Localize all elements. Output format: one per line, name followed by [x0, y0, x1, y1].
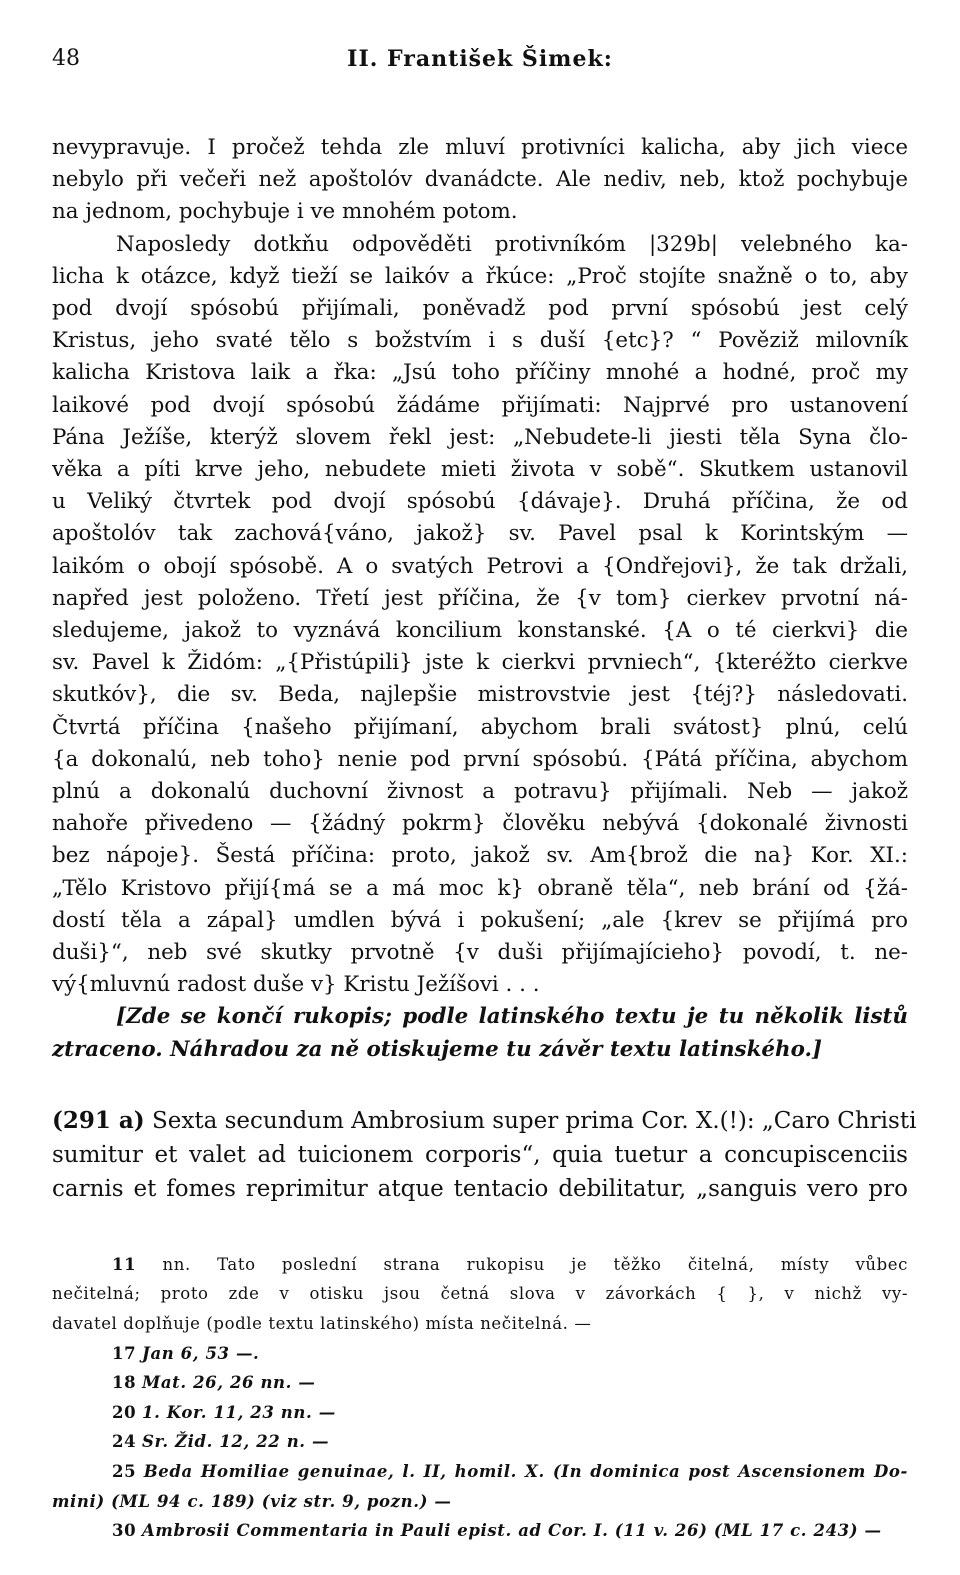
- footnote-text: nečitelná; proto zde v otisku jsou četná slova v závorkách { }, v nichž vy-: [52, 1284, 908, 1304]
- footnote-line: [52, 1309, 908, 1339]
- editor-note-line: [Zde se končí rukopis; podle latinského textu je tu několik listů: [116, 1004, 908, 1030]
- text-line: „Tělo Kristovo přijí{má se a má moc k} obraně těla“, neb brání od {žá-: [52, 875, 908, 901]
- text-line: nevypravuje. I pročež tehda zle mluví protivníci kalicha, aby jich viece: [52, 135, 908, 160]
- footnote-text: Jan 6, 53 —.: [142, 1343, 260, 1363]
- book-page: [52, 40, 917, 1546]
- text-line: na jednom, pochybuje i ve mnohém potom.: [52, 199, 518, 225]
- text-line: vý{mluvnú radost duše v} Kristu Ježíšovi . . .: [52, 972, 540, 998]
- footnote-line: [52, 1339, 908, 1369]
- text-line: {a dokonalú, neb toho} nenie pod první spósobú. {Pátá příčina, abychom: [52, 746, 908, 772]
- footnote-line: [52, 1457, 908, 1487]
- footnote-number: 11: [112, 1254, 137, 1274]
- footnote-line: [52, 1368, 908, 1398]
- footnote-line: [52, 1427, 908, 1457]
- footnote-number: 18: [112, 1373, 137, 1393]
- footnote-number: 30: [112, 1521, 137, 1541]
- text-line: Naposledy dotkňu odpověděti protivníkóm |329b| velebného ka-: [116, 231, 908, 257]
- text-line: Pána Ježíše, kterýž slovem řekl jest: „Nebudete-li jiesti těla Syna člo-: [52, 424, 908, 450]
- latin-line-text: Sexta secundum Ambrosium super prima Cor. X.(!): „Caro Christi: [152, 1107, 917, 1134]
- latin-line: sumitur et valet ad tuicionem corporis“, quia tuetur a concupiscenciis: [52, 1141, 908, 1168]
- text-line: dostí těla a zápal} umdlen bývá i pokušení; „ale {krev se přijímá pro: [52, 907, 908, 933]
- footnote-number: 25: [112, 1462, 137, 1482]
- footnote-text: nn. Tato poslední strana rukopisu je těžko čitelná, místy vůbec: [162, 1254, 908, 1274]
- footnote-line: [52, 1279, 908, 1309]
- running-title: II. František Šimek:: [347, 46, 613, 72]
- text-line: laikové pod dvojí spósobú žádáme přijímati: Najprvé pro ustanovení: [52, 392, 908, 418]
- footnote-text: mini) (ML 94 c. 189) (viz str. 9, pozn.) —: [52, 1491, 452, 1511]
- latin-reference: (291 a): [52, 1106, 145, 1134]
- latin-line: [52, 1104, 917, 1138]
- latin-line: carnis et fomes reprimitur atque tentacio debilitatur, „sanguis vero pro: [52, 1175, 908, 1202]
- text-line: sledujeme, jakož to vyznává koncilium konstanské. {A o té cierkvi} die: [52, 618, 908, 644]
- footnote-number: 20: [112, 1402, 137, 1422]
- text-line: plnú a dokonalú duchovní živnost a potravu} přijímali. Neb — jakož: [52, 779, 908, 805]
- footnote-text: 1. Kor. 11, 23 nn. —: [142, 1402, 336, 1422]
- footnotes: [52, 1250, 908, 1546]
- running-head: [52, 40, 908, 80]
- text-line: Kristus, jeho svaté tělo s božstvím i s duší {etc}? “ Pověziž milovník: [52, 328, 908, 354]
- text-line: pod dvojí spósobú přijímali, poněvadž pod první spósobú jest celý: [52, 296, 908, 322]
- footnote-line: [52, 1516, 908, 1546]
- text-line: napřed jest položeno. Třetí jest příčina, že {v tom} cierkev prvotní ná-: [52, 585, 908, 611]
- text-line: bez nápoje}. Šestá příčina: proto, jakož sv. Am{brož die na} Kor. XI.:: [52, 843, 908, 869]
- text-line: duši}“, neb své skutky prvotně {v duši přijímajícieho} povodí, t. ne-: [52, 940, 908, 966]
- text-line: nebylo při večeři než apoštolóv dvanádcte. Ale nediv, neb, ktož pochybuje: [52, 167, 908, 193]
- footnote-text: Ambrosii Commentaria in Pauli epist. ad Cor. I. (11 v. 26) (ML 17 c. 243) —: [142, 1521, 882, 1541]
- text-line: laikóm o obojí spósobě. A o svatých Petrovi a {Ondřejovi}, že tak držali,: [52, 553, 908, 579]
- text-line: apoštolóv tak zachová{váno, jakož} sv. Pavel psal k Korintským —: [52, 521, 908, 547]
- text-line: skutkóv}, die sv. Beda, najlepšie mistrovstvie jest {téj?} následovati.: [52, 682, 908, 708]
- latin-text: [52, 1104, 917, 1206]
- footnote-line: [52, 1250, 908, 1280]
- editor-note-line: ztraceno. Náhradou za ně otiskujeme tu závěr textu latinského.]: [52, 1036, 823, 1062]
- text-line: nahoře přivedeno — {žádný pokrm} člověku nebývá {dokonalé živnosti: [52, 811, 908, 837]
- czech-body-text: [52, 132, 908, 1066]
- text-line: sv. Pavel k Židóm: „{Přistúpili} jste k cierkvi prvniech“, {kteréžto cierkve: [52, 650, 908, 676]
- footnote-text: Mat. 26, 26 nn. —: [142, 1373, 316, 1393]
- text-line: věka a píti krve jeho, nebudete mieti života v sobě“. Skutkem ustanovil: [52, 457, 908, 483]
- text-line: licha k otázce, když tieží se laikóv a řkúce: „Proč stojíte snažně o to, aby: [52, 263, 908, 289]
- footnote-line: [52, 1398, 908, 1428]
- footnote-text: Sr. Žid. 12, 22 n. —: [142, 1432, 330, 1452]
- footnote-line: [52, 1487, 908, 1517]
- text-line: u Veliký čtvrtek pod dvojí spósobú {dávaje}. Druhá příčina, že od: [52, 489, 908, 515]
- text-line: Čtvrtá příčina {našeho přijímaní, abychom brali svátost} plnú, celú: [52, 714, 908, 740]
- footnote-number: 17: [112, 1343, 137, 1363]
- text-line: kalicha Kristova laik a řka: „Jsú toho příčiny mnohé a hodné, proč my: [52, 360, 908, 386]
- footnote-text: davatel doplňuje (podle textu latinského) místa nečitelná. —: [52, 1314, 592, 1334]
- footnote-number: 24: [112, 1432, 137, 1452]
- page-number: 48: [52, 46, 80, 71]
- footnote-text: Beda Homiliae genuinae, l. II, homil. X. (In dominica post Ascensionem Do-: [143, 1462, 908, 1482]
